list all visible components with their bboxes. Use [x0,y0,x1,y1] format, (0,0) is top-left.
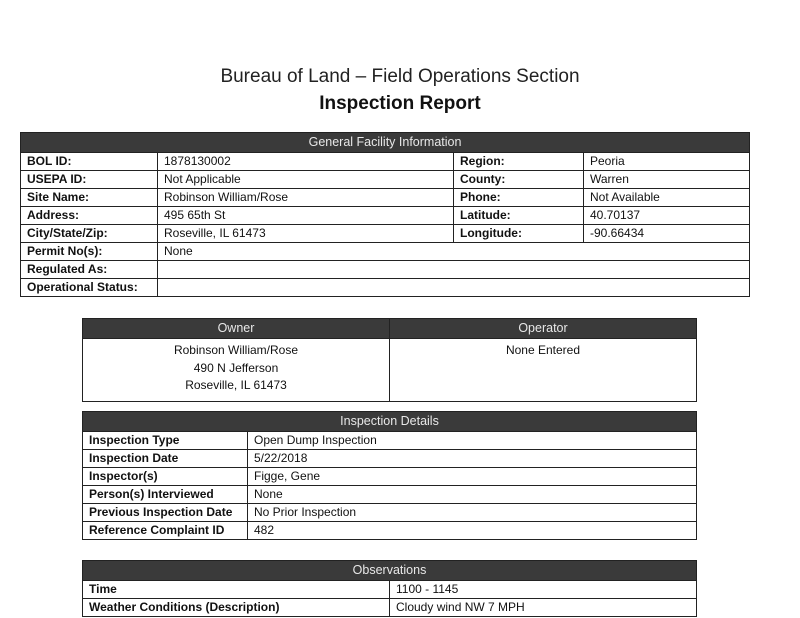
time-value: 1100 - 1145 [390,581,697,599]
bol-id-value: 1878130002 [158,153,454,171]
table-row [21,279,750,297]
inspection-details-table [82,411,697,540]
inspectors-label: Inspector(s) [83,468,248,486]
inspectors-value: Figge, Gene [248,468,697,486]
previous-inspection-date-value: No Prior Inspection [248,504,697,522]
owner-city: Roseville, IL 61473 [185,378,287,392]
time-label: Time [83,581,390,599]
bol-id-label: BOL ID: [21,153,158,171]
regulated-as-label: Regulated As: [21,261,158,279]
region-value: Peoria [584,153,750,171]
observations-heading: Observations [83,561,697,581]
owner-name: Robinson William/Rose [173,343,299,357]
persons-interviewed-value: None [248,486,697,504]
table-row [83,522,697,540]
table-row [83,581,697,599]
general-facility-heading: General Facility Information [21,133,750,153]
county-label: County: [454,171,584,189]
owner-street: 490 N Jefferson [193,360,279,375]
permit-value: None [158,243,750,261]
inspection-date-value: 5/22/2018 [248,450,697,468]
county-value: Warren [584,171,750,189]
operator-info [390,339,697,402]
table-row [83,450,697,468]
address-label: Address: [21,207,158,225]
table-row [83,486,697,504]
region-label: Region: [454,153,584,171]
site-name-label: Site Name: [21,189,158,207]
site-name-value: Robinson William/Rose [158,189,454,207]
reference-complaint-id-value: 482 [248,522,697,540]
table-row [21,171,750,189]
table-row [21,225,750,243]
table-row [21,261,750,279]
weather-value: Cloudy wind NW 7 MPH [390,599,697,617]
inspection-type-label: Inspection Type [83,432,248,450]
table-row [21,153,750,171]
latitude-label: Latitude: [454,207,584,225]
general-facility-table [20,132,750,297]
operator-heading: Operator [390,319,697,339]
latitude-value: 40.70137 [584,207,750,225]
operational-status-value [158,279,750,297]
weather-label: Weather Conditions (Description) [83,599,390,617]
report-agency-title: Bureau of Land – Field Operations Section [220,66,580,87]
owner-operator-table [82,318,697,402]
operational-status-label: Operational Status: [21,279,158,297]
table-row [21,207,750,225]
phone-label: Phone: [454,189,584,207]
report-title: Inspection Report [319,93,481,114]
persons-interviewed-label: Person(s) Interviewed [83,486,248,504]
longitude-label: Longitude: [454,225,584,243]
table-row [21,189,750,207]
longitude-value: -90.66434 [584,225,750,243]
table-row [21,243,750,261]
table-row [83,504,697,522]
usepa-id-value: Not Applicable [158,171,454,189]
inspection-details-heading: Inspection Details [83,412,697,432]
table-row [83,432,697,450]
permit-label: Permit No(s): [21,243,158,261]
operator-value: None Entered [505,343,581,357]
regulated-as-value [158,261,750,279]
address-value: 495 65th St [158,207,454,225]
observations-table [82,560,697,617]
owner-info [83,339,390,402]
reference-complaint-id-label: Reference Complaint ID [83,522,248,540]
previous-inspection-date-label: Previous Inspection Date [83,504,248,522]
inspection-type-value: Open Dump Inspection [248,432,697,450]
usepa-id-label: USEPA ID: [21,171,158,189]
inspection-date-label: Inspection Date [83,450,248,468]
city-state-zip-value: Roseville, IL 61473 [158,225,454,243]
table-row [83,468,697,486]
owner-heading: Owner [83,319,390,339]
phone-value: Not Available [584,189,750,207]
city-state-zip-label: City/State/Zip: [21,225,158,243]
table-row [83,599,697,617]
